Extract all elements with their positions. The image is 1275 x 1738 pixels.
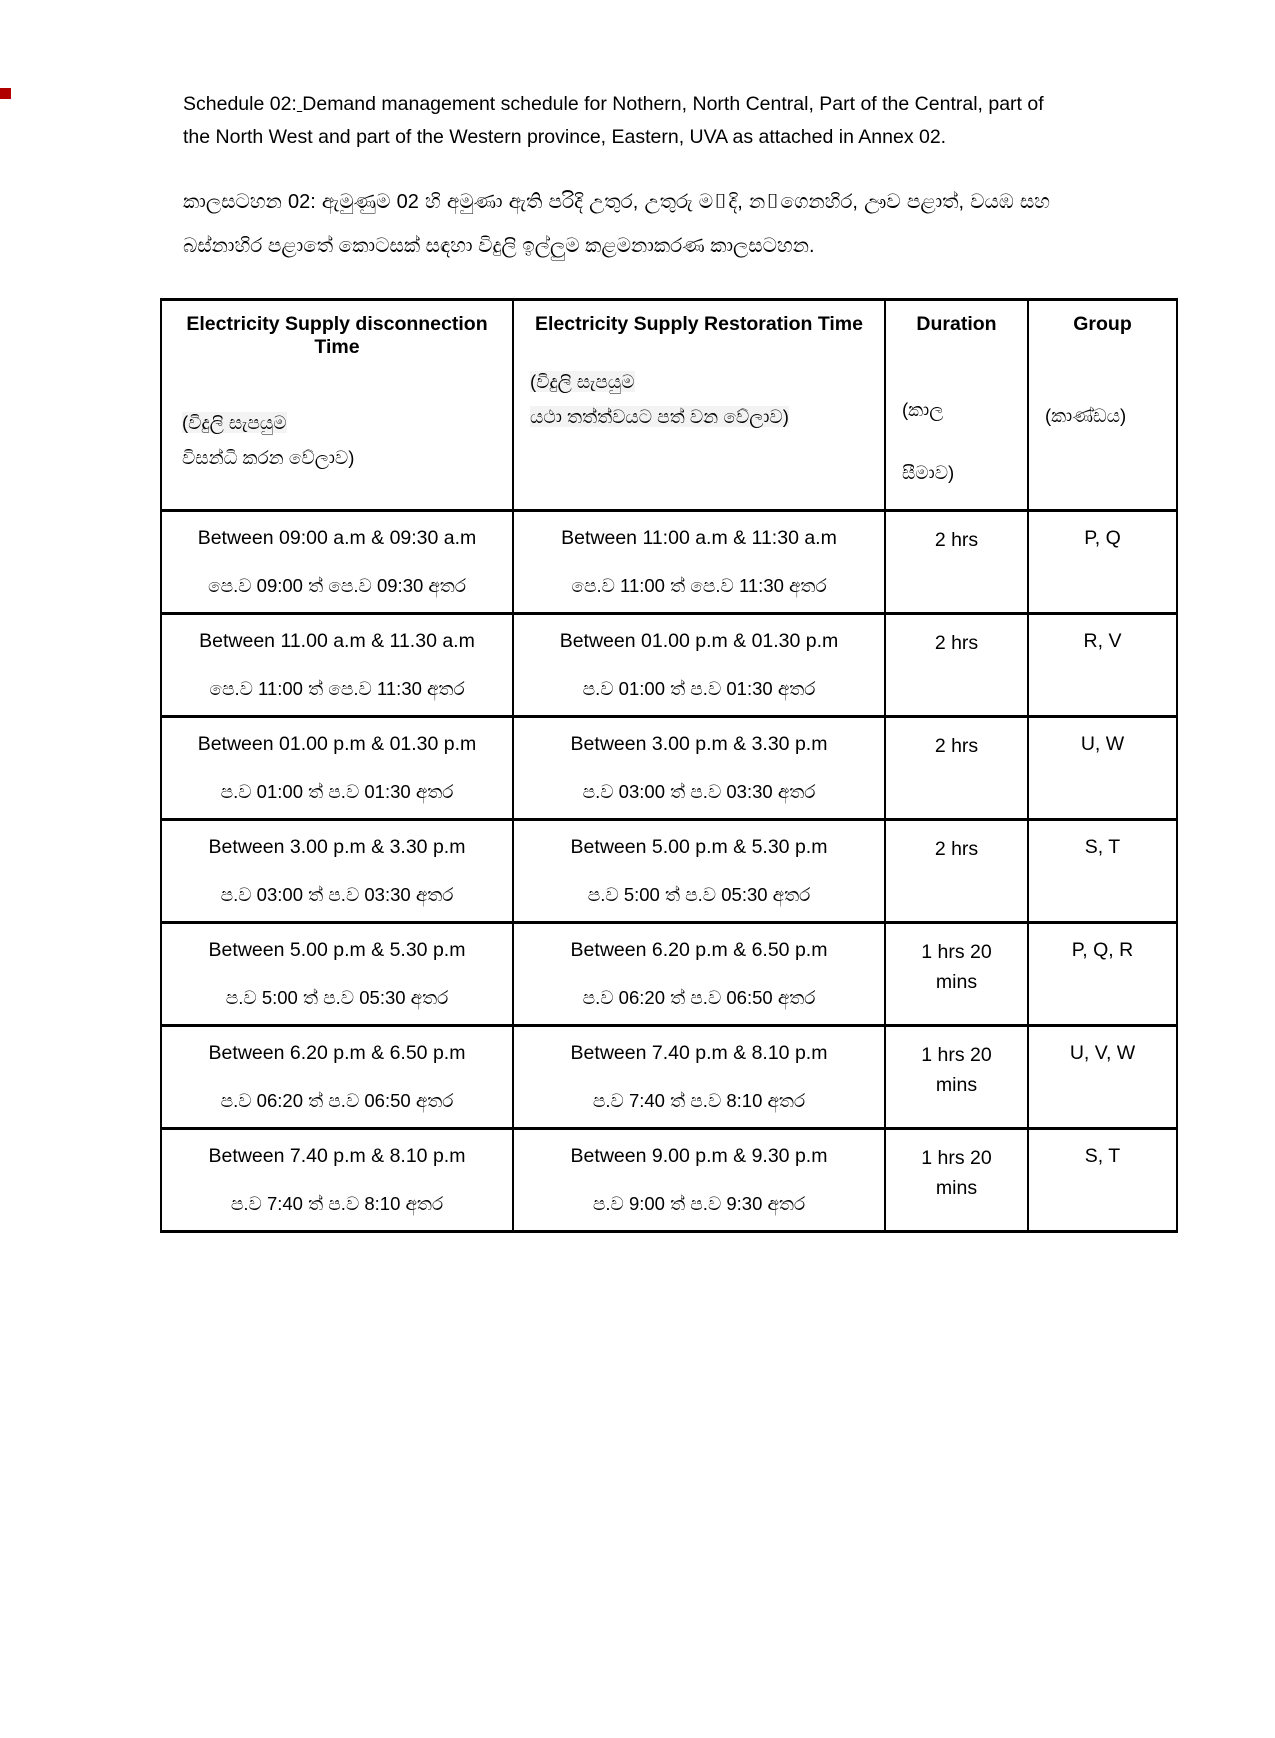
restore-time-en: Between 7.40 p.m & 8.10 p.m	[570, 1042, 828, 1064]
disconnect-time-en: Between 7.40 p.m & 8.10 p.m	[208, 1145, 466, 1167]
schedule-paragraph-en	[183, 88, 1050, 154]
header-disconnection-time	[161, 300, 513, 511]
disconnect-cell	[161, 1129, 513, 1232]
duration-cell	[885, 1129, 1028, 1232]
group-value: U, W	[1080, 733, 1125, 755]
restore-cell	[513, 511, 885, 614]
group-cell	[1028, 511, 1177, 614]
table-row	[161, 511, 1177, 614]
disconnect-time-en: Between 01.00 p.m & 01.30 p.m	[197, 733, 477, 755]
disconnect-time-en: Between 3.00 p.m & 3.30 p.m	[208, 836, 466, 858]
header-restoration-si-1: (විදුලි සැපයුම	[530, 371, 635, 392]
header-duration-en: Duration	[916, 313, 997, 335]
header-restoration-time	[513, 300, 885, 511]
duration-value: 2 hrs	[934, 632, 979, 654]
restore-time-en: Between 5.00 p.m & 5.30 p.m	[570, 836, 828, 858]
group-value: S, T	[1084, 1145, 1121, 1167]
group-cell	[1028, 820, 1177, 923]
duration-value: 2 hrs	[934, 529, 979, 551]
restore-cell	[513, 1026, 885, 1129]
table-row	[161, 614, 1177, 717]
table-row	[161, 1129, 1177, 1232]
group-cell	[1028, 614, 1177, 717]
restore-time-si: ප.ව 03:00 ත් ප.ව 03:30 අතර	[582, 781, 816, 802]
restore-time-en: Between 11:00 a.m & 11:30 a.m	[561, 527, 837, 549]
table-row	[161, 820, 1177, 923]
header-disconnection-en: Electricity Supply disconnection Time	[186, 313, 488, 358]
disconnect-cell	[161, 820, 513, 923]
disconnect-time-si: පෙ.ව 09:00 ත් පෙ.ව 09:30 අතර	[207, 575, 467, 596]
restore-time-si: ප.ව 9:00 ත් ප.ව 9:30 අතර	[592, 1193, 806, 1214]
table-row	[161, 717, 1177, 820]
restore-time-si: ප.ව 7:40 ත් ප.ව 8:10 අතර	[592, 1090, 806, 1111]
restore-time-en: Between 3.00 p.m & 3.30 p.m	[570, 733, 828, 755]
duration-cell	[885, 820, 1028, 923]
table-row	[161, 923, 1177, 1026]
scan-corner-artifact	[0, 88, 11, 99]
header-duration-si-2: සීමාව)	[902, 462, 955, 483]
restore-time-en: Between 9.00 p.m & 9.30 p.m	[570, 1145, 828, 1167]
schedule-text: Demand management schedule for Nothern, North Central, Part of the Central, part of the North West and part of the Western province, Eastern, UVA as attached in Annex 02.	[183, 93, 1044, 148]
duration-value: 1 hrs 20 mins	[921, 1147, 992, 1199]
disconnect-time-si: ප.ව 03:00 ත් ප.ව 03:30 අතර	[220, 884, 454, 905]
group-value: P, Q, R	[1071, 939, 1134, 961]
disconnect-cell	[161, 614, 513, 717]
group-cell	[1028, 717, 1177, 820]
disconnect-time-en: Between 5.00 p.m & 5.30 p.m	[208, 939, 466, 961]
header-disconnection-si-2: විසන්ධි කරන වේලාව)	[182, 447, 355, 468]
table-row	[161, 1026, 1177, 1129]
duration-cell	[885, 717, 1028, 820]
restore-cell	[513, 717, 885, 820]
restore-time-si: ප.ව 01:00 ත් ප.ව 01:30 අතර	[582, 678, 816, 699]
restore-time-si: ප.ව 5:00 ත් ප.ව 05:30 අතර	[587, 884, 811, 905]
header-group-en: Group	[1073, 313, 1132, 335]
header-restoration-en: Electricity Supply Restoration Time	[535, 313, 863, 335]
disconnect-cell	[161, 717, 513, 820]
header-restoration-si-2: යථා තත්ත්වයට පත් වන වේලාව)	[530, 406, 789, 427]
disconnect-cell	[161, 1026, 513, 1129]
duration-value: 1 hrs 20 mins	[921, 941, 992, 993]
schedule-label: Schedule 02:	[183, 93, 297, 115]
restore-cell	[513, 1129, 885, 1232]
restore-time-en: Between 01.00 p.m & 01.30 p.m	[559, 630, 839, 652]
disconnect-time-en: Between 11.00 a.m & 11.30 a.m	[199, 630, 475, 652]
disconnect-time-si: පෙ.ව 11:00 ත් පෙ.ව 11:30 අතර	[209, 678, 465, 699]
header-group-si: (කාණ්ඩය)	[1045, 405, 1127, 426]
document-page	[0, 88, 1275, 1233]
disconnect-cell	[161, 923, 513, 1026]
header-disconnection-si-1: (විදුලි සැපයුම	[182, 412, 287, 433]
restore-time-si: පෙ.ව 11:00 ත් පෙ.ව 11:30 අතර	[571, 575, 827, 596]
duration-cell	[885, 614, 1028, 717]
group-value: U, V, W	[1069, 1042, 1136, 1064]
schedule-paragraph-si: කාලසටහන 02: ඇමුණුම 02 හි අමුණා ඇති පරිදි උතුර, උතුරු ම▯දි, න▯ගෙනහිර, ඌව පළාත්, වයඹ සහ බස්නාහිර පළාතේ කොටසක් සඳහා විදුලි ඉල්ලුම කළමනාකරණ කාලසටහන.	[183, 191, 1050, 257]
disconnect-time-en: Between 09:00 a.m & 09:30 a.m	[197, 527, 477, 549]
duration-value: 1 hrs 20 mins	[921, 1044, 992, 1096]
group-value: R, V	[1083, 630, 1122, 652]
duration-cell	[885, 511, 1028, 614]
restore-time-si: ප.ව 06:20 ත් ප.ව 06:50 අතර	[582, 987, 816, 1008]
restore-cell	[513, 923, 885, 1026]
duration-value: 2 hrs	[934, 838, 979, 860]
duration-cell	[885, 923, 1028, 1026]
group-cell	[1028, 923, 1177, 1026]
header-duration-si-1: (කාල	[902, 399, 944, 420]
restore-cell	[513, 820, 885, 923]
header-row	[161, 300, 1177, 511]
group-cell	[1028, 1026, 1177, 1129]
header-duration	[885, 300, 1028, 511]
disconnect-time-si: ප.ව 01:00 ත් ප.ව 01:30 අතර	[220, 781, 454, 802]
disconnect-cell	[161, 511, 513, 614]
restore-cell	[513, 614, 885, 717]
group-cell	[1028, 1129, 1177, 1232]
disconnect-time-si: ප.ව 06:20 ත් ප.ව 06:50 අතර	[220, 1090, 454, 1111]
duration-value: 2 hrs	[934, 735, 979, 757]
header-group	[1028, 300, 1177, 511]
duration-cell	[885, 1026, 1028, 1129]
group-value: S, T	[1084, 836, 1121, 858]
disconnect-time-en: Between 6.20 p.m & 6.50 p.m	[208, 1042, 466, 1064]
disconnect-time-si: ප.ව 5:00 ත් ප.ව 05:30 අතර	[225, 987, 449, 1008]
schedule-table	[160, 298, 1178, 1233]
disconnect-time-si: ප.ව 7:40 ත් ප.ව 8:10 අතර	[230, 1193, 444, 1214]
group-value: P, Q	[1084, 527, 1121, 549]
restore-time-en: Between 6.20 p.m & 6.50 p.m	[570, 939, 828, 961]
